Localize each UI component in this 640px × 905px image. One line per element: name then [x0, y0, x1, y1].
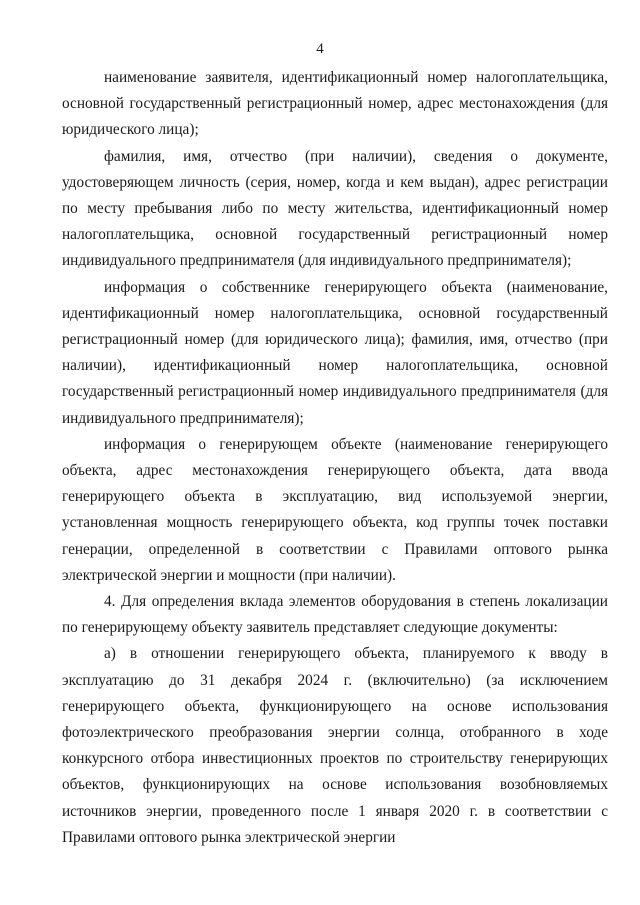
paragraph-applicant-individual: фамилия, имя, отчество (при наличии), сведения о документе, удостоверяющем личность (серия, номер, когда и кем выдан), адрес регистрации по месту пребывания либо по месту жительства, идентификационный номер налогоплательщика, основной государственный регистрационный номер индивидуального предпринимателя (для индивидуального предпринимателя); [62, 147, 608, 270]
paragraph-section-4: 4. Для определения вклада элементов оборудования в степень локализации по генерирующему объекту заявитель представляет следующие документы: [62, 593, 608, 637]
paragraph-applicant-legal-entity: наименование заявителя, идентификационный номер налогоплательщика, основной государственный регистрационный номер, адрес местонахождения (для юридического лица); [62, 69, 608, 139]
paragraph-owner-info: информация о собственнике генерирующего объекта (наименование, идентификационный номер налогоплательщика, основной государственный регистрационный номер (для юридического лица); фамилия, имя, отчество (при наличии), идентификационный номер налогоплательщика, основной государственный регистрационный номер индивидуального предпринимателя (для индивидуального предпринимателя); [62, 278, 608, 427]
page-number: 4 [316, 41, 324, 57]
paragraph-item-a: а) в отношении генерирующего объекта, планируемого к вводу в эксплуатацию до 31 декабря 2024 г. (включительно) (за исключением генерирующего объекта, функционирующего на основе использования фотоэлектрического преобразования энергии солнца, отобранного в ходе конкурсного отбора инвестиционных проектов по строительству генерирующих объектов, функционирующих на основе использования возобновляемых источников энергии, проведенного после 1 января 2020 г. в соответствии с Правилами оптового рынка электрической энергии [62, 645, 608, 846]
paragraph-generating-object-info: информация о генерирующем объекте (наименование генерирующего объекта, адрес местонахождения генерирующего объекта, дата ввода генерирующего объекта в эксплуатацию, вид используемой энергии, установленная мощность генерирующего объекта, код группы точек поставки генерации, определенной в соответствии с Правилами оптового рынка электрической энергии и мощности (при наличии). [62, 435, 608, 584]
document-body [62, 65, 608, 851]
